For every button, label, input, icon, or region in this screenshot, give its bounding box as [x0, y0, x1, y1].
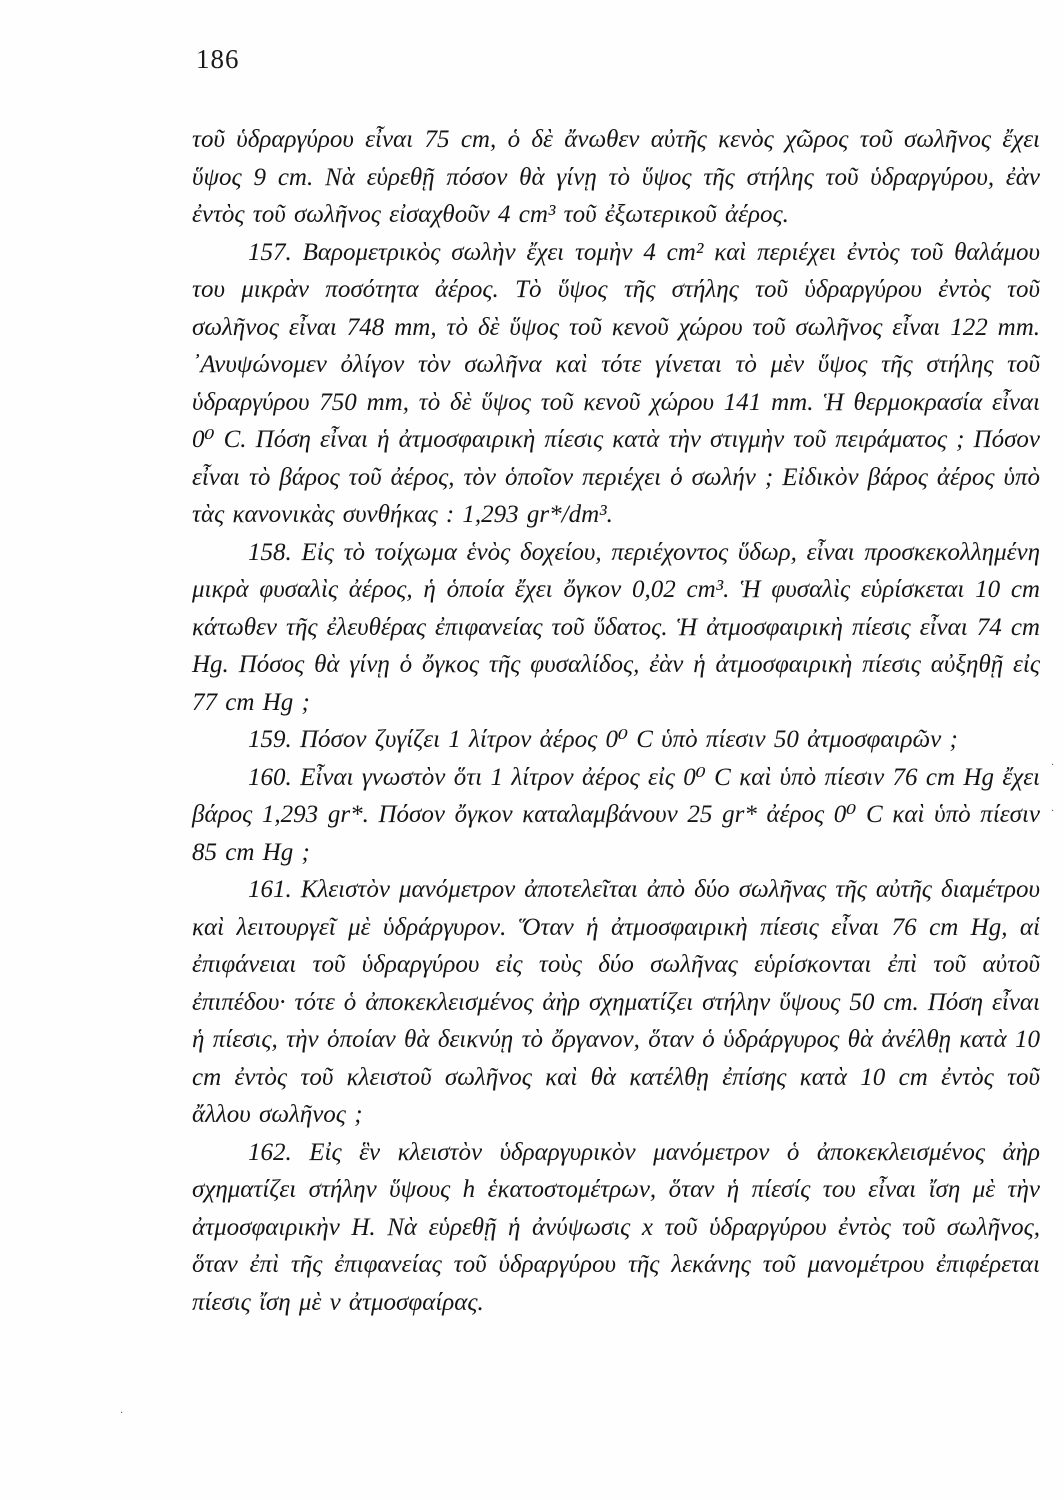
paragraph-continuation: τοῦ ὑδραργύρου εἶναι 75 cm, ὁ δὲ ἄνωθεν αὐτῆς κενὸς χῶρος τοῦ σωλῆνος ἔχει ὕψος 9 cm. Νὰ εὑρεθῇ πόσον θὰ γίνῃ τὸ ὕψος τῆς στήλης τοῦ ὑδραργύρου, ἐὰν ἐντὸς τοῦ σωλῆνος εἰσαχθοῦν 4 cm³ τοῦ ἐξωτερικοῦ ἀέρος.: [192, 126, 1040, 228]
scan-speck: ·: [1051, 760, 1055, 771]
problem-159: 159. Πόσον ζυγίζει 1 λίτρον ἀέρος 0⁰ C ὑπὸ πίεσιν 50 ἀτμοσφαιρῶν ;: [248, 726, 958, 753]
problem-162: 162. Εἰς ἓν κλειστὸν ὑδραργυρικὸν μανόμετρον ὁ ἀποκεκλεισμένος ἀὴρ σχηματίζει στήλην ὕψους h ἑκατοστομέτρων, ὅταν ἡ πίεσίς του εἶναι ἴση μὲ τὴν ἀτμοσφαιρικὴν H. Νὰ εὑρεθῇ ἡ ἀνύψωσις x τοῦ ὑδραργύρου ἐντὸς τοῦ σωλῆνος, ὅταν ἐπὶ τῆς ἐπιφανείας τοῦ ὑδραργύρου τῆς λεκάνης τοῦ μανομέτρου ἐπιφέρεται πίεσις ἴση μὲ ν ἀτμοσφαίρας.: [192, 1138, 1040, 1316]
problem-158: 158. Εἰς τὸ τοίχωμα ἑνὸς δοχείου, περιέχοντος ὕδωρ, εἶναι προσκεκολλημένη μικρὰ φυσαλὶς ἀέρος, ἡ ὁποία ἔχει ὄγκον 0,02 cm³. Ἡ φυσαλὶς εὑρίσκεται 10 cm κάτωθεν τῆς ἐλευθέρας ἐπιφανείας τοῦ ὕδατος. Ἡ ἀτμοσφαιρικὴ πίεσις εἶναι 74 cm Hg. Πόσος θὰ γίνῃ ὁ ὄγκος τῆς φυσαλίδος, ἐὰν ἡ ἀτμοσφαιρικὴ πίεσις αὐξηθῇ εἰς 77 cm Hg ;: [192, 538, 1040, 716]
problem-161: 161. Κλειστὸν μανόμετρον ἀποτελεῖται ἀπὸ δύο σωλῆνας τῆς αὐτῆς διαμέτρου καὶ λειτουργεῖ μὲ ὑδράργυρον. Ὅταν ἡ ἀτμοσφαιρικὴ πίεσις εἶναι 76 cm Hg, αἱ ἐπιφάνειαι τοῦ ὑδραργύρου εἰς τοὺς δύο σωλῆνας εὑρίσκονται ἐπὶ τοῦ αὐτοῦ ἐπιπέδου· τότε ὁ ἀποκεκλεισμένος ἀὴρ σχηματίζει στήλην ὕψους 50 cm. Πόση εἶναι ἡ πίεσις, τὴν ὁποίαν θὰ δεικνύῃ τὸ ὄργανον, ὅταν ὁ ὑδράργυρος θὰ ἀνέλθῃ κατὰ 10 cm ἐντὸς τοῦ κλειστοῦ σωλῆνος καὶ θὰ κατέλθῃ ἐπίσης κατὰ 10 cm ἐντὸς τοῦ ἄλλου σωλῆνος ;: [192, 876, 1040, 1128]
scan-speck: ·: [120, 1408, 124, 1419]
scan-speck: ·: [1051, 806, 1055, 817]
problem-160: 160. Εἶναι γνωστὸν ὅτι 1 λίτρον ἀέρος εἰς 0⁰ C καὶ ὑπὸ πίεσιν 76 cm Hg ἔχει βάρος 1,293 gr*. Πόσον ὄγκον καταλαμβάνουν 25 gr* ἀέρος 0⁰ C καὶ ὑπὸ πίεσιν 85 cm Hg ;: [192, 763, 1040, 866]
page-body: [192, 121, 1040, 1321]
page-number: 186: [196, 44, 240, 74]
problem-157: 157. Βαρομετρικὸς σωλὴν ἔχει τομὴν 4 cm² καὶ περιέχει ἐντὸς τοῦ θαλάμου του μικρὰν ποσότητα ἀέρος. Τὸ ὕψος τῆς στήλης τοῦ ὑδραργύρου ἐντὸς τοῦ σωλῆνος εἶναι 748 mm, τὸ δὲ ὕψος τοῦ κενοῦ χώρου τοῦ σωλῆνος εἶναι 122 mm. ᾿Ανυψώνομεν ὀλίγον τὸν σωλῆνα καὶ τότε γίνεται τὸ μὲν ὕψος τῆς στήλης τοῦ ὑδραργύρου 750 mm, τὸ δὲ ὕψος τοῦ κενοῦ χώρου 141 mm. Ἡ θερμοκρασία εἶναι 0⁰ C. Πόση εἶναι ἡ ἀτμοσφαιρικὴ πίεσις κατὰ τὴν στιγμὴν τοῦ πειράματος ; Πόσον εἶναι τὸ βάρος τοῦ ἀέρος, τὸν ὁποῖον περιέχει ὁ σωλήν ; Εἰδικὸν βάρος ἀέρος ὑπὸ τὰς κανονικὰς συνθήκας : 1,293 gr*/dm³.: [192, 238, 1040, 528]
